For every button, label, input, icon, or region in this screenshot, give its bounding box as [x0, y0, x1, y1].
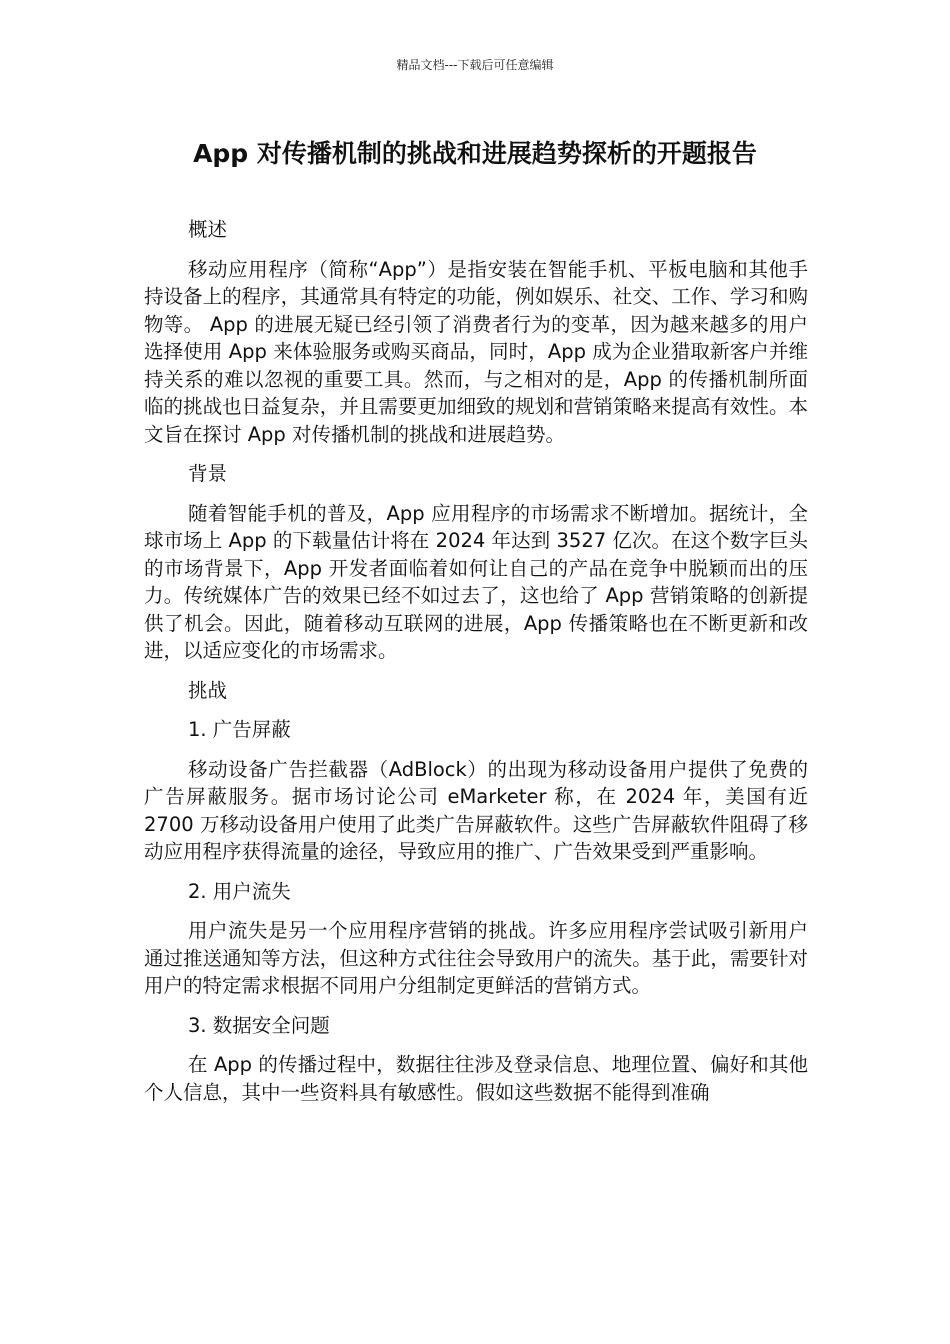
- section-heading-background: 背景: [188, 462, 228, 485]
- section-heading-challenges: 挑战: [188, 678, 228, 702]
- paragraph-ad-blocking: 移动设备广告拦截器（AdBlock）的出现为移动设备用户提供了免费的广告屏蔽服务。据市场讨论公司 eMarketer 称，在 2024 年，美国有近 2700 万移动设备用户使用了此类广告屏蔽软件。这些广告屏蔽软件阻碍了移动应用程序获得流量的途径，导致应用的推广、广告效果受到严重影响。: [144, 757, 808, 863]
- document-body: [144, 216, 808, 1118]
- paragraph-data-security: 在 App 的传播过程中，数据往往涉及登录信息、地理位置、偏好和其他个人信息，其中一些资料具有敏感性。假如这些数据不能得到准确: [144, 1053, 808, 1104]
- paragraph-user-churn: 用户流失是另一个应用程序营销的挑战。许多应用程序尝试吸引新用户通过推送通知等方法，但这种方式往往会导致用户的流失。基于此，需要针对用户的特定需求根据不同用户分组制定更鲜活的营销方式。: [144, 919, 808, 997]
- subheading-user-churn: 2. 用户流失: [188, 879, 291, 903]
- paragraph-overview: 移动应用程序（简称“App”）是指安装在智能手机、平板电脑和其他手持设备上的程序，其通常具有特定的功能，例如娱乐、社交、工作、学习和购物等。 App 的进展无疑已经引领了消费者行为的变革，因为越来越多的用户选择使用 App 来体验服务或购买商品，同时，App 成为企业猎取新客户并维持关系的难以忽视的重要工具。然而，与之相对的是，App 的传播机制所面临的挑战也日益复杂，并且需要更加细致的规划和营销策略来提高有效性。本文旨在探讨 App 对传播机制的挑战和进展趋势。: [144, 257, 808, 446]
- document-title: App 对传播机制的挑战和进展趋势探析的开题报告: [193, 139, 757, 168]
- subheading-ad-blocking: 1. 广告屏蔽: [188, 718, 291, 741]
- page-header-watermark: 精品文档---下载后可任意编辑: [396, 58, 554, 72]
- paragraph-background: 随着智能手机的普及，App 应用程序的市场需求不断增加。据统计，全球市场上 App 的下载量估计将在 2024 年达到 3527 亿次。在这个数字巨头的市场背景下，App 开发者面临着如何让自己的产品在竞争中脱颖而出的压力。传统媒体广告的效果已经不如过去了，这也给了 App 营销策略的创新提供了机会。因此，随着移动互联网的进展，App 传播策略也在不断更新和改进，以适应变化的市场需求。: [144, 501, 808, 662]
- section-heading-overview: 概述: [188, 218, 228, 241]
- subheading-data-security: 3. 数据安全问题: [188, 1013, 330, 1037]
